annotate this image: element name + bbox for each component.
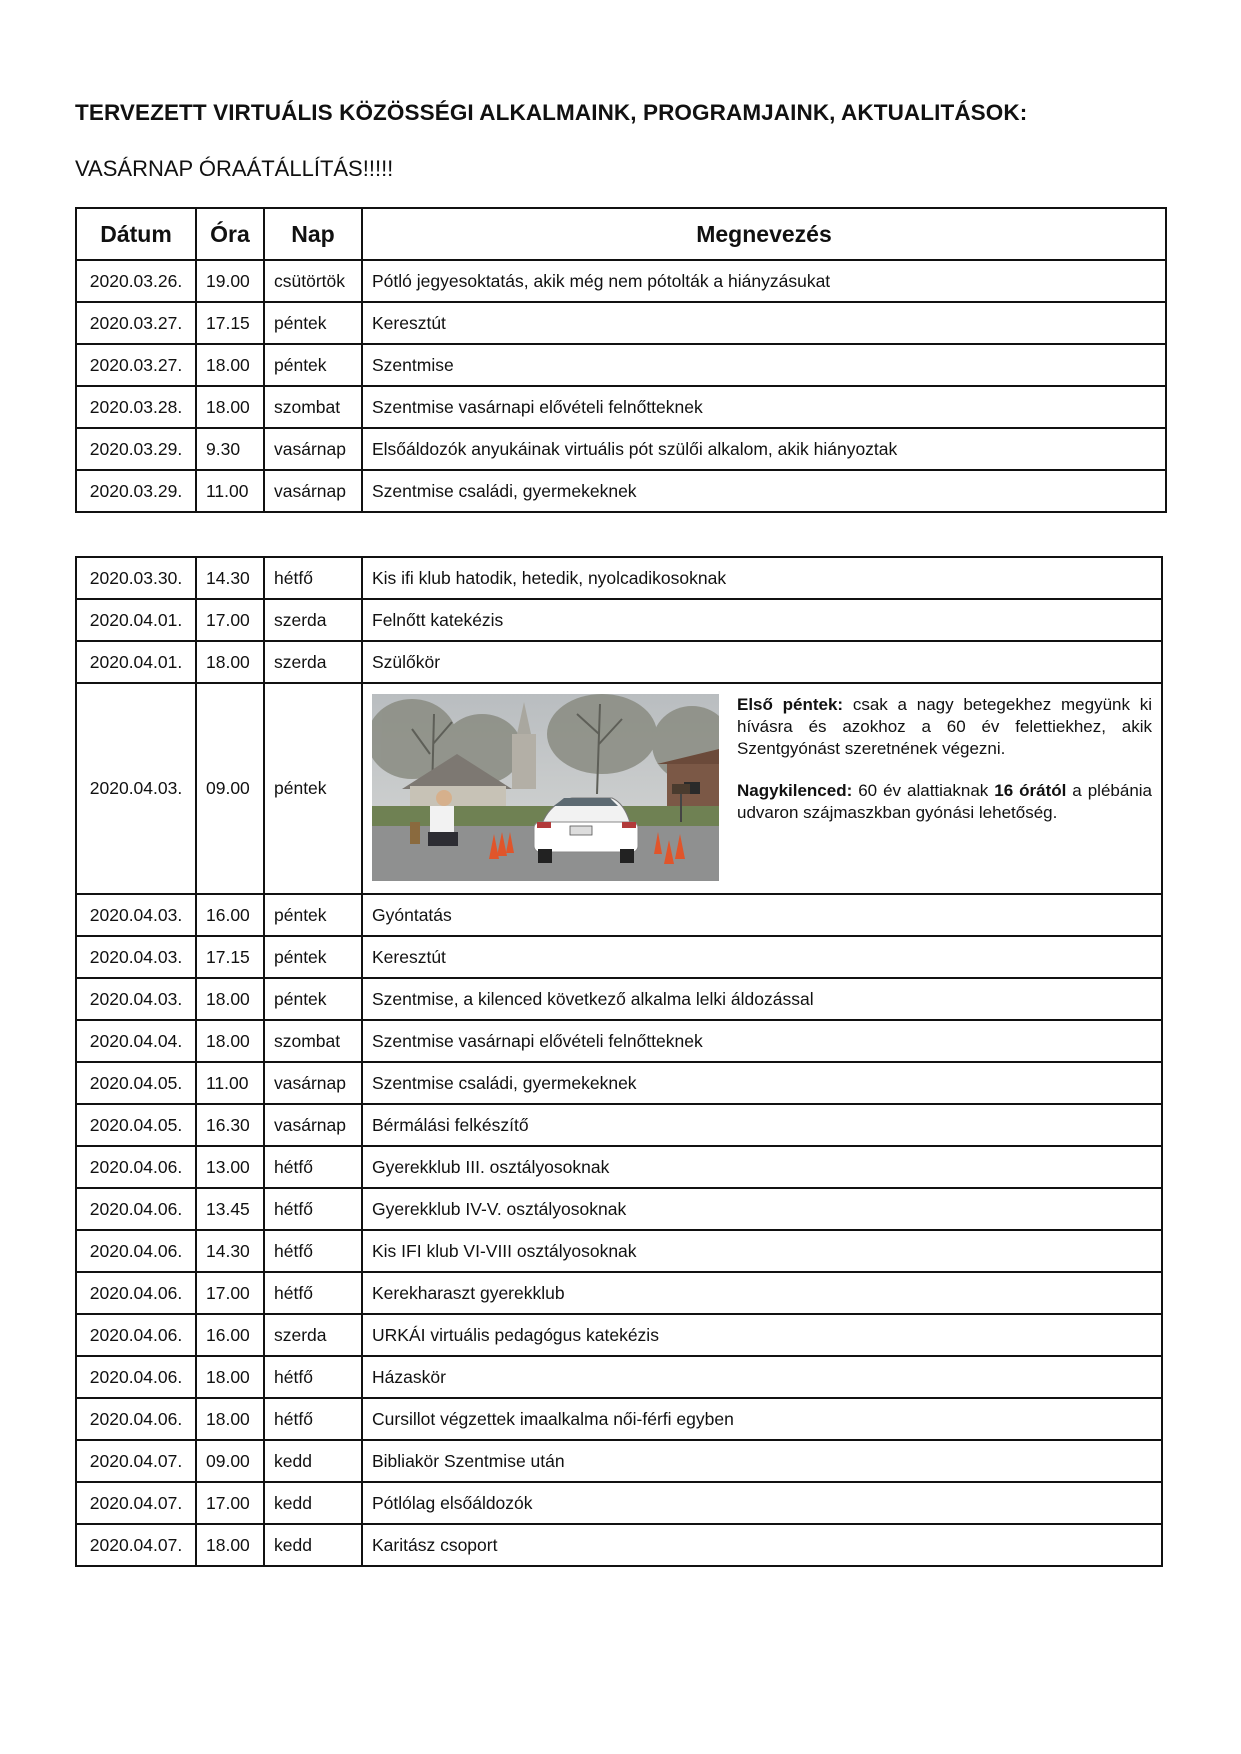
cell-time: 16.00 xyxy=(196,894,264,936)
page-subtitle: VASÁRNAP ÓRAÁTÁLLÍTÁS!!!!! xyxy=(75,156,394,181)
cell-name: Pótlólag elsőáldozók xyxy=(362,1482,1162,1524)
cell-time: 13.00 xyxy=(196,1146,264,1188)
cell-date: 2020.03.27. xyxy=(76,302,196,344)
cell-time: 9.30 xyxy=(196,428,264,470)
cell-day: szombat xyxy=(264,1020,362,1062)
cell-date: 2020.03.27. xyxy=(76,344,196,386)
cell-time: 11.00 xyxy=(196,470,264,512)
header-date: Dátum xyxy=(76,208,196,260)
header-day: Nap xyxy=(264,208,362,260)
cell-name: Elsőáldozók anyukáinak virtuális pót szülői alkalom, akik hiányoztak xyxy=(362,428,1166,470)
cell-time: 14.30 xyxy=(196,1230,264,1272)
cell-time: 17.00 xyxy=(196,1272,264,1314)
cell-date: 2020.04.06. xyxy=(76,1146,196,1188)
cell-date: 2020.03.29. xyxy=(76,428,196,470)
table-row xyxy=(76,470,1166,512)
cell-day: vasárnap xyxy=(264,428,362,470)
cell-day: hétfő xyxy=(264,1230,362,1272)
cell-day: hétfő xyxy=(264,1356,362,1398)
cell-name: Gyóntatás xyxy=(362,894,1162,936)
cell-day: szerda xyxy=(264,1314,362,1356)
cell-day: péntek xyxy=(264,683,362,894)
drive-through-confession-photo xyxy=(372,694,719,881)
cell-name: Keresztút xyxy=(362,936,1162,978)
cell-name: URKÁI virtuális pedagógus katekézis xyxy=(362,1314,1162,1356)
cell-name: Keresztút xyxy=(362,302,1166,344)
cell-day: szombat xyxy=(264,386,362,428)
cell-date: 2020.04.01. xyxy=(76,641,196,683)
cell-description xyxy=(362,683,1162,894)
cell-day: szerda xyxy=(264,641,362,683)
header-time: Óra xyxy=(196,208,264,260)
header-name: Megnevezés xyxy=(362,208,1166,260)
table-row xyxy=(76,557,1162,599)
cell-date: 2020.04.06. xyxy=(76,1356,196,1398)
cell-day: kedd xyxy=(264,1524,362,1566)
table-row xyxy=(76,1020,1162,1062)
table-row xyxy=(76,1482,1162,1524)
table-row xyxy=(76,260,1166,302)
cell-name: Gyerekklub IV-V. osztályosoknak xyxy=(362,1188,1162,1230)
cell-time: 09.00 xyxy=(196,683,264,894)
cell-time: 18.00 xyxy=(196,344,264,386)
cell-name: Pótló jegyesoktatás, akik még nem pótolták a hiányzásukat xyxy=(362,260,1166,302)
cell-name: Szentmise vasárnapi elővételi felnőtteknek xyxy=(362,386,1166,428)
first-friday-body: csak a nagy betegekhez megyünk ki hívásra és azokhoz a 60 év felettiekhez, akik Szentgyónást szeretnének végezni. xyxy=(737,695,1152,758)
cell-date: 2020.04.07. xyxy=(76,1482,196,1524)
cell-date: 2020.04.07. xyxy=(76,1524,196,1566)
cell-day: hétfő xyxy=(264,1146,362,1188)
table-row xyxy=(76,1104,1162,1146)
cell-day: péntek xyxy=(264,344,362,386)
cell-date: 2020.04.03. xyxy=(76,978,196,1020)
cell-day: kedd xyxy=(264,1440,362,1482)
cell-name: Házaskör xyxy=(362,1356,1162,1398)
cell-name: Karitász csoport xyxy=(362,1524,1162,1566)
cell-time: 16.30 xyxy=(196,1104,264,1146)
cell-day: szerda xyxy=(264,599,362,641)
table-row xyxy=(76,386,1166,428)
cell-time: 17.00 xyxy=(196,599,264,641)
cell-time: 18.00 xyxy=(196,1524,264,1566)
cell-name: Felnőtt katekézis xyxy=(362,599,1162,641)
schedule-table-2 xyxy=(75,556,1163,1567)
cell-name: Kerekharaszt gyerekklub xyxy=(362,1272,1162,1314)
cell-time: 17.00 xyxy=(196,1482,264,1524)
table-row xyxy=(76,1524,1162,1566)
cell-time: 18.00 xyxy=(196,1356,264,1398)
cell-name: Cursillot végzettek imaalkalma női-férfi egyben xyxy=(362,1398,1162,1440)
cell-date: 2020.04.05. xyxy=(76,1104,196,1146)
page-title: TERVEZETT VIRTUÁLIS KÖZÖSSÉGI ALKALMAINK, PROGRAMJAINK, AKTUALITÁSOK: xyxy=(75,100,1028,125)
table-row-first-friday xyxy=(76,683,1162,894)
cell-date: 2020.04.03. xyxy=(76,936,196,978)
cell-time: 09.00 xyxy=(196,1440,264,1482)
schedule-table-1-body xyxy=(76,260,1166,512)
table-row xyxy=(76,1146,1162,1188)
cell-date: 2020.03.26. xyxy=(76,260,196,302)
cell-date: 2020.03.30. xyxy=(76,557,196,599)
cell-date: 2020.04.04. xyxy=(76,1020,196,1062)
cell-name: Bibliakör Szentmise után xyxy=(362,1440,1162,1482)
cell-name: Szentmise xyxy=(362,344,1166,386)
cell-date: 2020.04.06. xyxy=(76,1272,196,1314)
table-row xyxy=(76,1356,1162,1398)
cell-name: Szülőkör xyxy=(362,641,1162,683)
cell-day: hétfő xyxy=(264,1188,362,1230)
cell-date: 2020.04.01. xyxy=(76,599,196,641)
cell-name: Szentmise vasárnapi elővételi felnőtteknek xyxy=(362,1020,1162,1062)
cell-name: Szentmise családi, gyermekeknek xyxy=(362,470,1166,512)
table-row xyxy=(76,1272,1162,1314)
cell-name: Kis ifi klub hatodik, hetedik, nyolcadikosoknak xyxy=(362,557,1162,599)
table-row xyxy=(76,894,1162,936)
cell-name: Gyerekklub III. osztályosoknak xyxy=(362,1146,1162,1188)
cell-day: péntek xyxy=(264,936,362,978)
novena-body-2: a plébánia udvaron szájmaszkban gyónási lehetőség. xyxy=(737,781,1152,822)
cell-name: Szentmise családi, gyermekeknek xyxy=(362,1062,1162,1104)
cell-time: 14.30 xyxy=(196,557,264,599)
cell-date: 2020.04.03. xyxy=(76,683,196,894)
cell-name: Bérmálási felkészítő xyxy=(362,1104,1162,1146)
cell-name: Szentmise, a kilenced következő alkalma lelki áldozással xyxy=(362,978,1162,1020)
table-row xyxy=(76,978,1162,1020)
table-row xyxy=(76,1440,1162,1482)
cell-date: 2020.04.06. xyxy=(76,1188,196,1230)
cell-time: 19.00 xyxy=(196,260,264,302)
special-row-group xyxy=(76,683,1162,894)
cell-day: hétfő xyxy=(264,557,362,599)
cell-day: vasárnap xyxy=(264,470,362,512)
cell-time: 18.00 xyxy=(196,641,264,683)
novena-time: 16 órától xyxy=(994,781,1067,800)
cell-day: csütörtök xyxy=(264,260,362,302)
novena-paragraph xyxy=(737,780,1152,824)
schedule-table-1 xyxy=(75,207,1167,513)
cell-date: 2020.04.07. xyxy=(76,1440,196,1482)
table-row xyxy=(76,599,1162,641)
cell-name: Kis IFI klub VI-VIII osztályosoknak xyxy=(362,1230,1162,1272)
cell-time: 11.00 xyxy=(196,1062,264,1104)
cell-day: péntek xyxy=(264,978,362,1020)
cell-time: 18.00 xyxy=(196,1398,264,1440)
cell-date: 2020.04.06. xyxy=(76,1398,196,1440)
table-row xyxy=(76,936,1162,978)
cell-date: 2020.03.29. xyxy=(76,470,196,512)
novena-body-1: 60 év alattiaknak xyxy=(852,781,995,800)
cell-date: 2020.04.05. xyxy=(76,1062,196,1104)
cell-day: hétfő xyxy=(264,1398,362,1440)
table-row xyxy=(76,1314,1162,1356)
cell-date: 2020.04.06. xyxy=(76,1314,196,1356)
cell-time: 18.00 xyxy=(196,1020,264,1062)
schedule-table-2-top xyxy=(76,557,1162,683)
table-header-row xyxy=(76,208,1166,260)
table-row xyxy=(76,641,1162,683)
table-row xyxy=(76,1398,1162,1440)
cell-date: 2020.03.28. xyxy=(76,386,196,428)
cell-day: kedd xyxy=(264,1482,362,1524)
first-friday-paragraph xyxy=(737,694,1152,760)
cell-day: vasárnap xyxy=(264,1104,362,1146)
novena-label: Nagykilenced: xyxy=(737,781,853,800)
table-row xyxy=(76,302,1166,344)
first-friday-text xyxy=(737,694,1152,881)
cell-day: péntek xyxy=(264,894,362,936)
table-row xyxy=(76,1188,1162,1230)
cell-time: 18.00 xyxy=(196,978,264,1020)
cell-time: 16.00 xyxy=(196,1314,264,1356)
cell-day: vasárnap xyxy=(264,1062,362,1104)
table-row xyxy=(76,1230,1162,1272)
cell-time: 13.45 xyxy=(196,1188,264,1230)
table-row xyxy=(76,344,1166,386)
schedule-table-2-bottom xyxy=(76,894,1162,1566)
cell-day: hétfő xyxy=(264,1272,362,1314)
first-friday-label: Első péntek: xyxy=(737,695,844,714)
cell-time: 17.15 xyxy=(196,302,264,344)
table-row xyxy=(76,428,1166,470)
table-row xyxy=(76,1062,1162,1104)
cell-time: 17.15 xyxy=(196,936,264,978)
cell-day: péntek xyxy=(264,302,362,344)
cell-time: 18.00 xyxy=(196,386,264,428)
cell-date: 2020.04.03. xyxy=(76,894,196,936)
cell-date: 2020.04.06. xyxy=(76,1230,196,1272)
